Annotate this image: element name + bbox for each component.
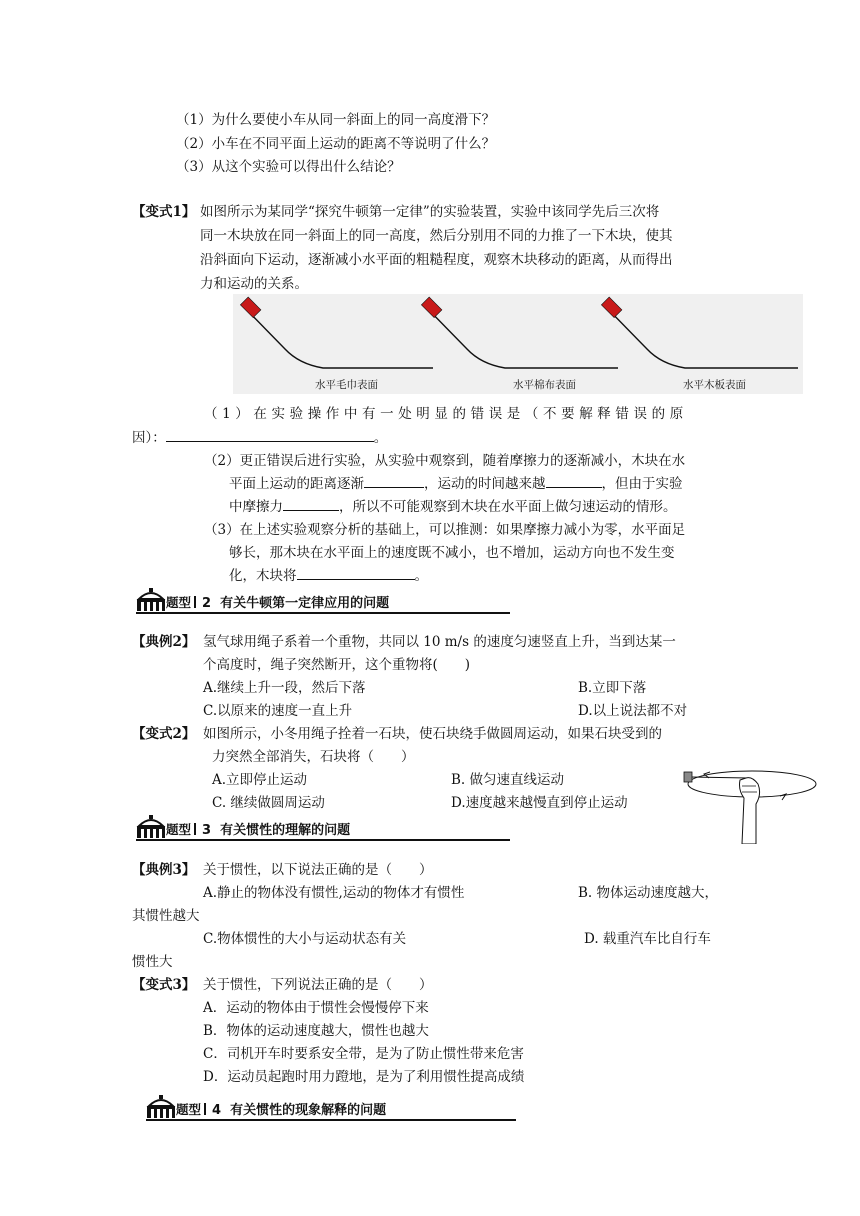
v1-q2-line2: 平面上运动的距离逐渐 ，运动的时间越来越 ，但由于实验 — [229, 476, 683, 492]
surface-label-towel: 水平毛巾表面 — [315, 379, 378, 391]
v1-q3-line1: （3）在上述实验观察分析的基础上，可以推测：如果摩擦力减小为零，水平面足 — [204, 522, 686, 538]
section-4-title: 有关惯性的现象解释的问题 — [230, 1103, 387, 1118]
example2-line1: 氢气球用绳子系着一个重物，共同以 10 m/s 的速度匀速竖直上升，当到达某一 — [203, 634, 676, 650]
blank-friction — [283, 498, 339, 511]
stone — [684, 772, 692, 782]
v1-q1-line1: （1）在实验操作中有一处明显的错误是（不要解释错误的原 — [204, 406, 688, 422]
example3-line1: 关于惯性，以下说法正确的是（ ） — [203, 862, 433, 878]
hand — [740, 778, 760, 844]
variant1-line1: 如图所示为某同学“探究牛顿第一定律”的实验装置，实验中该同学先后三次将 — [200, 204, 660, 220]
variant3-tag: 【变式3】 — [132, 977, 196, 993]
variant1-line2: 同一木块放在同一斜面上的同一高度，然后分别用不同的力推了一下木块，使其 — [200, 228, 673, 244]
example3-option-b-cont: 其惯性越大 — [132, 908, 200, 924]
example2-option-b: B.立即下落 — [578, 680, 647, 696]
v1-q3-line2: 够长，那木块在水平面上的速度既不减小，也不增加，运动方向也不发生变 — [229, 545, 675, 561]
block-2 — [421, 297, 442, 318]
variant3-option-c: C．司机开车时要系安全带，是为了防止惯性带来危害 — [203, 1046, 524, 1062]
v1-q3-line3: 化，木块将 。 — [229, 568, 428, 584]
example2-line2: 个高度时，绳子突然断开，这个重物将( ) — [203, 657, 471, 673]
variant3-option-a: A．运动的物体由于惯性会慢慢停下来 — [203, 1000, 429, 1016]
surface-label-cotton: 水平棉布表面 — [513, 379, 576, 391]
section-3-title: 有关惯性的理解的问题 — [220, 823, 351, 838]
example3-option-b: B. 物体运动速度越大， — [578, 885, 719, 901]
block-3 — [601, 297, 622, 318]
example3-option-c: C.物体惯性的大小与运动状态有关 — [203, 931, 407, 947]
variant2-option-d: D.速度越来越慢直到停止运动 — [451, 795, 628, 811]
v1-q2-line1: （2）更正错误后进行实验，从实验中观察到，随着摩擦力的逐渐减小，木块在水 — [204, 453, 686, 469]
section-header-2: 题型 2 有关牛顿第一定律应用的问题 — [136, 586, 510, 614]
variant2-option-b: B. 做匀速直线运动 — [451, 772, 565, 788]
variant3-option-d: D．运动员起跑时用力蹬地，是为了利用惯性提高成绩 — [203, 1069, 525, 1085]
section-header-4: 题型 4 有关惯性的现象解释的问题 — [146, 1093, 516, 1121]
variant2-line2: 力突然全部消失，石块将（ ） — [212, 749, 415, 765]
section-header-3: 题型 3 有关惯性的理解的问题 — [136, 813, 510, 841]
variant2-option-a: A.立即停止运动 — [212, 772, 308, 788]
example3-option-a: A.静止的物体没有惯性,运动的物体才有惯性 — [203, 885, 465, 901]
example2-tag: 【典例2】 — [132, 634, 196, 650]
variant3-option-b: B．物体的运动速度越大，惯性也越大 — [203, 1023, 429, 1039]
section-badge-icon — [136, 586, 166, 612]
example2-option-c: C.以原来的速度一直上升 — [203, 703, 353, 719]
v1-q2-line3: 中摩擦力 ，所以不可能观察到木块在水平面上做匀速运动的情形。 — [229, 499, 677, 515]
rope — [690, 777, 748, 778]
hand-stone-diagram — [680, 764, 820, 844]
v1-q1-line2: 因）： 。 — [132, 430, 388, 446]
variant1-line4: 力和运动的关系。 — [200, 276, 308, 292]
example3-option-d: D. 载重汽车比自行车 — [584, 931, 711, 947]
variant2-option-c: C. 继续做圆周运动 — [212, 795, 325, 811]
question-1: （1）为什么要使小车从同一斜面上的同一高度滑下？ — [176, 112, 496, 128]
slope-1 — [241, 304, 433, 368]
block-1 — [240, 297, 261, 318]
variant2-line1: 如图所示，小冬用绳子拴着一石块，使石块绕手做圆周运动，如果石块受到的 — [203, 726, 662, 742]
question-2: （2）小车在不同平面上运动的距离不等说明了什么？ — [176, 136, 496, 152]
surface-label-wood: 水平木板表面 — [683, 379, 746, 391]
blank-time — [546, 475, 602, 488]
variant2-tag: 【变式2】 — [132, 726, 196, 742]
example2-option-a: A.继续上升一段，然后下落 — [203, 680, 366, 696]
question-3: （3）从这个实验可以得出什么结论？ — [176, 159, 401, 175]
blank-motion — [297, 567, 415, 580]
example3-option-d-cont: 惯性大 — [132, 954, 173, 970]
variant3-line1: 关于惯性，下列说法正确的是（ ） — [203, 977, 433, 993]
example3-tag: 【典例3】 — [132, 862, 196, 878]
blank-distance — [364, 475, 424, 488]
variant1-tag: 【变式1】 — [132, 204, 196, 220]
slope-figure — [233, 294, 803, 394]
example2-option-d: D.以上说法都不对 — [578, 703, 688, 719]
section-2-title: 有关牛顿第一定律应用的问题 — [220, 596, 390, 611]
section-badge-icon — [146, 1093, 176, 1119]
variant1-line3: 沿斜面向下运动，逐渐减小水平面的粗糙程度，观察木块移动的距离，从而得出 — [200, 252, 673, 268]
section-badge-icon — [136, 813, 166, 839]
blank-error — [166, 429, 374, 442]
